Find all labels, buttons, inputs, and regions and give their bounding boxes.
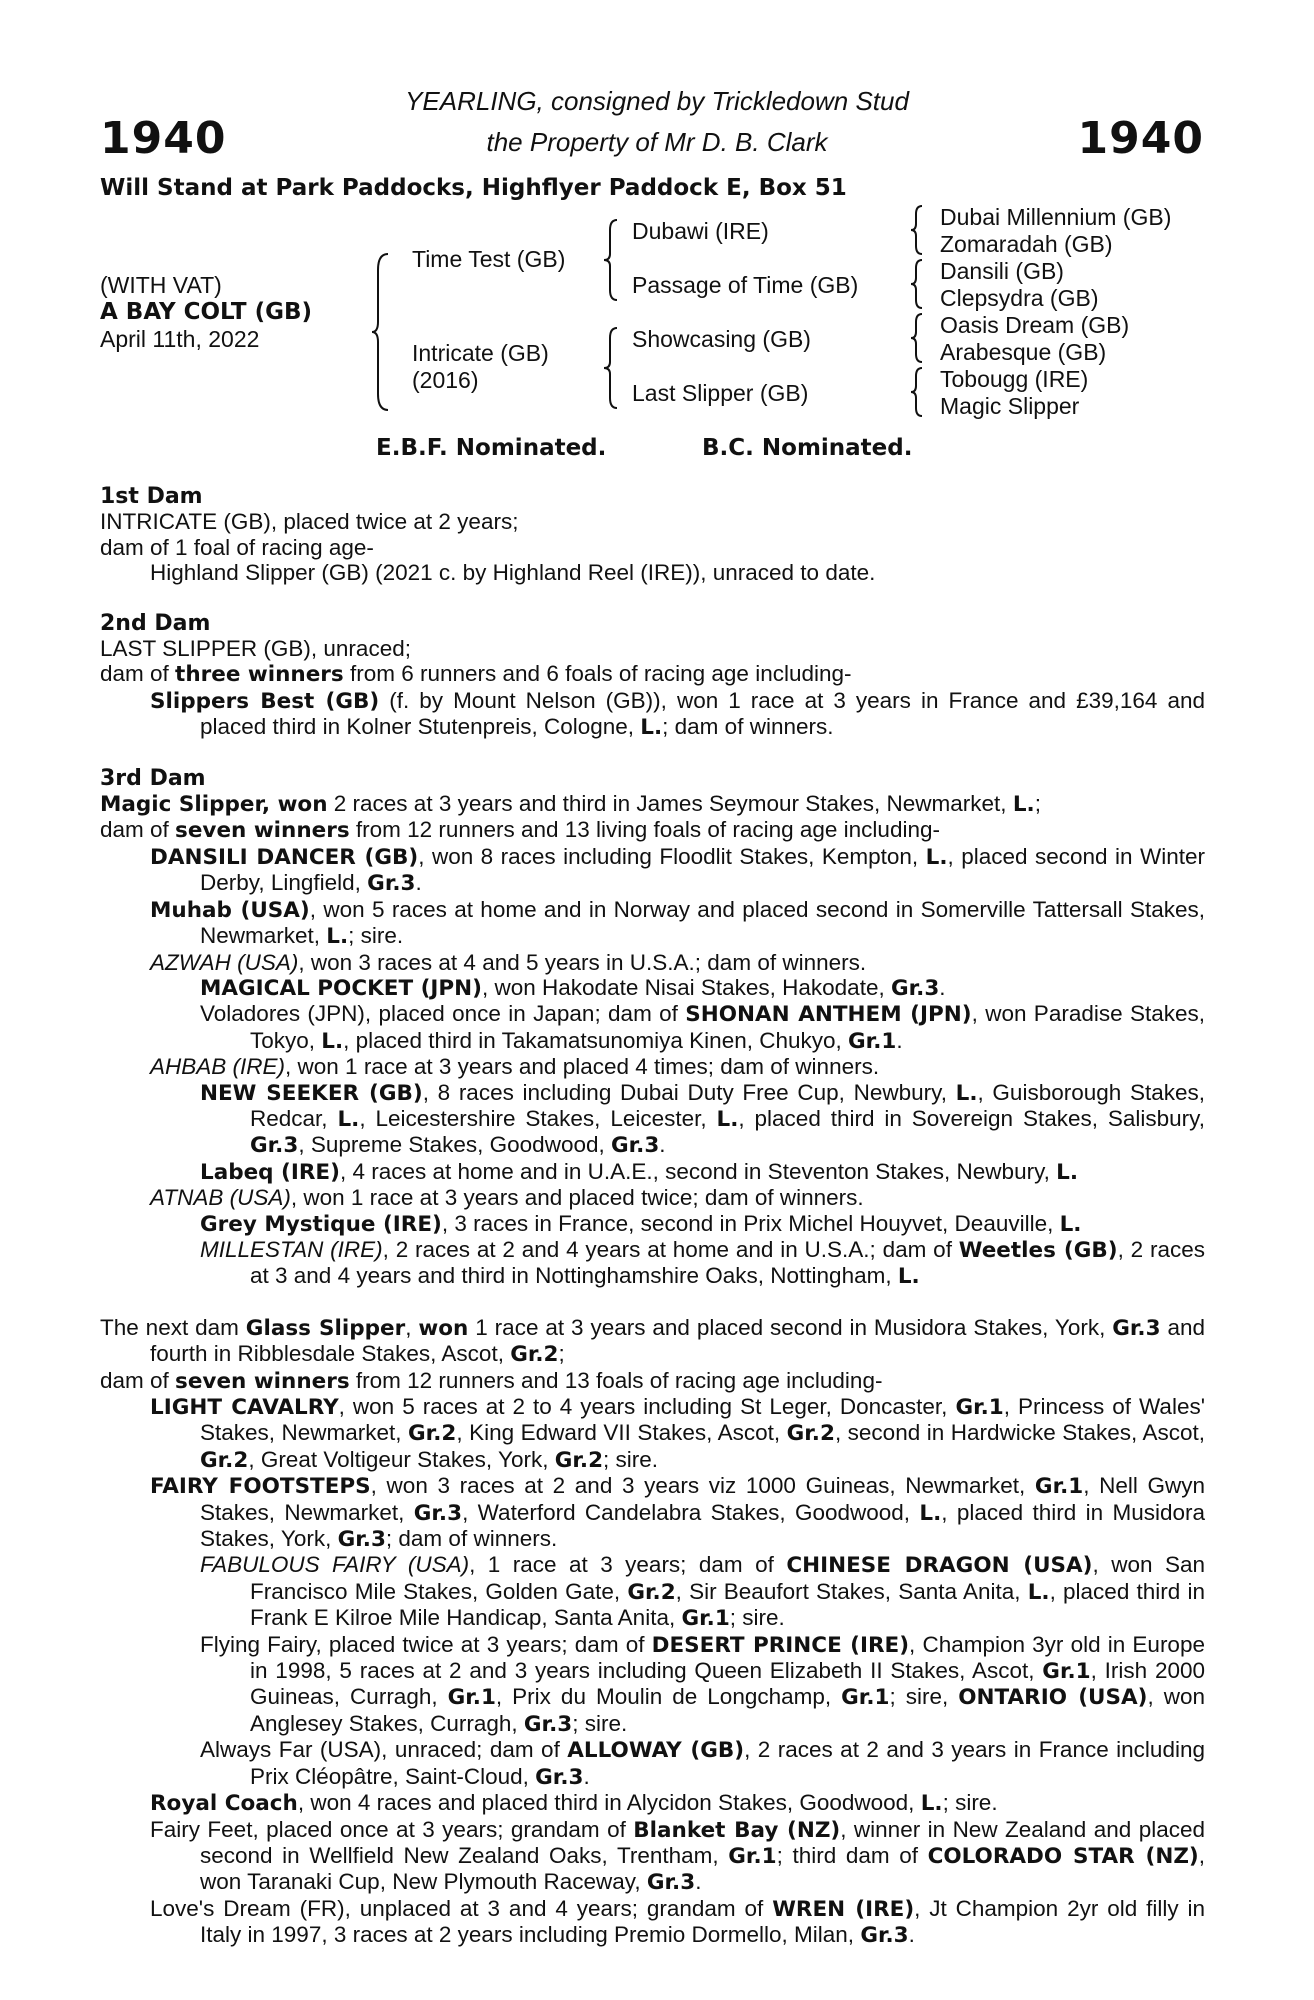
ebf-nomination: E.B.F. Nominated. <box>376 435 607 461</box>
produce-entry: Always Far (USA), unraced; dam of ALLOWAY (GB), 2 races at 2 and 3 years in France including Prix Cléopâtre, Saint-Cloud, Gr.3. <box>200 1737 1205 1790</box>
first-dam-line: INTRICATE (GB), placed twice at 2 years; <box>100 509 519 535</box>
dam-sire: Showcasing (GB) <box>632 326 811 352</box>
produce-entry: MILLESTAN (IRE), 2 races at 2 and 4 years at home and in U.S.A.; dam of Weetles (GB), 2 races at 3 and 4 years and third in Nottinghamshire Oaks, Nottingham, L. <box>200 1236 1206 1290</box>
pedigree-brace-sire <box>602 218 620 302</box>
produce-entry: NEW SEEKER (GB), 8 races including Dubai Duty Free Cup, Newbury, L., Guisborough Stakes, Redcar, L., Leicestershire Stakes, Leicester, L., placed third in Sovereign Stakes, Salisbury, Gr.3, Supreme Stakes, Goodwood, Gr.3. <box>200 1079 1205 1159</box>
foaling-date: April 11th, 2022 <box>100 326 260 352</box>
horse-name: A BAY COLT (GB) <box>100 299 313 325</box>
second-dam-produce: Slippers Best (GB) (f. by Mount Nelson (GB)), won 1 race at 3 years in France and £39,164 and placed third in Kolner Stutenpreis, Cologne, L.; dam of winners. <box>150 687 1205 741</box>
produce-entry: Flying Fairy, placed twice at 3 years; dam of DESERT PRINCE (IRE), Champion 3yr old in Europe in 1998, 5 races at 2 and 3 years including Queen Elizabeth II Stakes, Ascot, Gr.1, Irish 2000 Guineas, Curragh, Gr.1, Prix du Moulin de Longchamp, Gr.1; sire, ONTARIO (USA), won Anglesey Stakes, Curragh, Gr.3; sire. <box>200 1631 1205 1737</box>
produce-entry: ATNAB (USA), won 1 race at 3 years and placed twice; dam of winners. <box>150 1185 864 1211</box>
dam-dam: Last Slipper (GB) <box>632 380 809 406</box>
pedigree-brace-dam <box>602 326 620 410</box>
grandparent-8: Magic Slipper <box>940 393 1080 419</box>
grandparent-2: Zomaradah (GB) <box>940 231 1113 257</box>
sire-sire: Dubawi (IRE) <box>632 218 769 244</box>
property-line: the Property of Mr D. B. Clark <box>486 127 828 157</box>
stand-location: Will Stand at Park Paddocks, Highflyer Paddock E, Box 51 <box>100 175 847 201</box>
produce-entry: Labeq (IRE), 4 races at home and in U.A.E., second in Steventon Stakes, Newbury, L. <box>200 1158 1079 1185</box>
third-dam-line: Magic Slipper, won 2 races at 3 years and third in James Seymour Stakes, Newmarket, L.; <box>100 791 1041 818</box>
sire-name: Time Test (GB) <box>412 246 566 272</box>
produce-entry: FABULOUS FAIRY (USA), 1 race at 3 years; dam of CHINESE DRAGON (USA), won San Francisco Mile Stakes, Golden Gate, Gr.2, Sir Beaufort Stakes, Santa Anita, L., placed third in Frank E Kilroe Mile Handicap, Santa Anita, Gr.1; sire. <box>200 1552 1205 1632</box>
sire-dam: Passage of Time (GB) <box>632 272 859 298</box>
second-dam-produce-intro: dam of three winners from 6 runners and 6 foals of racing age including- <box>100 661 852 688</box>
grandparent-6: Arabesque (GB) <box>940 339 1107 365</box>
grandparent-5: Oasis Dream (GB) <box>940 312 1130 338</box>
dam-name: Intricate (GB) <box>412 340 549 366</box>
pedigree-brace-main <box>370 252 392 412</box>
produce-entry: Muhab (USA), won 5 races at home and in Norway and placed second in Somerville Tattersall Stakes, Newmarket, L.; sire. <box>150 896 1205 950</box>
produce-entry: LIGHT CAVALRY, won 5 races at 2 to 4 years including St Leger, Doncaster, Gr.1, Princess of Wales' Stakes, Newmarket, Gr.2, King Edward VII Stakes, Ascot, Gr.2, second in Hardwicke Stakes, Ascot, Gr.2, Great Voltigeur Stakes, York, Gr.2; sire. <box>150 1394 1205 1473</box>
produce-entry: FAIRY FOOTSTEPS, won 3 races at 2 and 3 years viz 1000 Guineas, Newmarket, Gr.1, Nell Gwyn Stakes, Newmarket, Gr.3, Waterford Candelabra Stakes, Goodwood, L., placed third in Musidora Stakes, York, Gr.3; dam of winners. <box>150 1473 1206 1553</box>
produce-entry: AZWAH (USA), won 3 races at 4 and 5 years in U.S.A.; dam of winners. <box>150 949 867 975</box>
grandparent-3: Dansili (GB) <box>940 258 1064 284</box>
next-dam-produce-intro: dam of seven winners from 12 runners and 13 foals of racing age including- <box>100 1367 883 1394</box>
pedigree-braces-grand <box>910 204 924 424</box>
produce-entry: Love's Dream (FR), unplaced at 3 and 4 years; grandam of WREN (IRE), Jt Champion 2yr old filly in Italy in 1997, 3 races at 2 years including Premio Dormello, Milan, Gr.3. <box>150 1895 1205 1949</box>
lot-number-left: 1940 <box>100 113 227 164</box>
produce-entry: Voladores (JPN), placed once in Japan; dam of SHONAN ANTHEM (JPN), won Paradise Stakes, Tokyo, L., placed third in Takamatsunomiya Kinen, Chukyo, Gr.1. <box>200 1001 1205 1054</box>
bc-nomination: B.C. Nominated. <box>702 435 913 461</box>
consignment-line: YEARLING, consigned by Trickledown Stud <box>405 86 909 116</box>
catalogue-body <box>100 484 1205 1949</box>
third-dam-produce-intro: dam of seven winners from 12 runners and 13 living foals of racing age including- <box>100 817 940 844</box>
third-dam-heading: 3rd Dam <box>100 765 206 791</box>
grandparent-7: Tobougg (IRE) <box>940 366 1089 392</box>
produce-entry: Fairy Feet, placed once at 3 years; grandam of Blanket Bay (NZ), winner in New Zealand and placed second in Wellfield New Zealand Oaks, Trentham, Gr.1; third dam of COLORADO STAR (NZ), won Taranaki Cup, New Plymouth Raceway, Gr.3. <box>150 1816 1205 1896</box>
produce-entry: Grey Mystique (IRE), 3 races in France, second in Prix Michel Houyvet, Deauville, L. <box>200 1210 1082 1237</box>
next-dam-line: The next dam Glass Slipper, won 1 race at 3 years and placed second in Musidora Stakes, York, Gr.3 and fourth in Ribblesdale Stakes, Ascot, Gr.2; <box>100 1314 1205 1368</box>
lot-number-right: 1940 <box>1077 113 1204 164</box>
second-dam-heading: 2nd Dam <box>100 610 211 636</box>
grandparent-4: Clepsydra (GB) <box>940 285 1099 311</box>
second-dam-line: LAST SLIPPER (GB), unraced; <box>100 636 411 662</box>
produce-entry: MAGICAL POCKET (JPN), won Hakodate Nisai Stakes, Hakodate, Gr.3. <box>200 974 946 1001</box>
first-dam-produce-intro: dam of 1 foal of racing age- <box>100 534 374 560</box>
produce-entry: Royal Coach, won 4 races and placed third in Alycidon Stakes, Goodwood, L.; sire. <box>150 1790 998 1817</box>
produce-entry: DANSILI DANCER (GB), won 8 races including Floodlit Stakes, Kempton, L., placed second in Winter Derby, Lingfield, Gr.3. <box>150 843 1205 897</box>
produce-entry: AHBAB (IRE), won 1 race at 3 years and placed 4 times; dam of winners. <box>150 1054 880 1080</box>
first-dam-heading: 1st Dam <box>100 484 203 509</box>
dam-year: (2016) <box>412 367 479 393</box>
first-dam-produce: Highland Slipper (GB) (2021 c. by Highland Reel (IRE)), unraced to date. <box>150 560 876 586</box>
vat-note: (WITH VAT) <box>100 272 222 298</box>
grandparent-1: Dubai Millennium (GB) <box>940 204 1172 230</box>
